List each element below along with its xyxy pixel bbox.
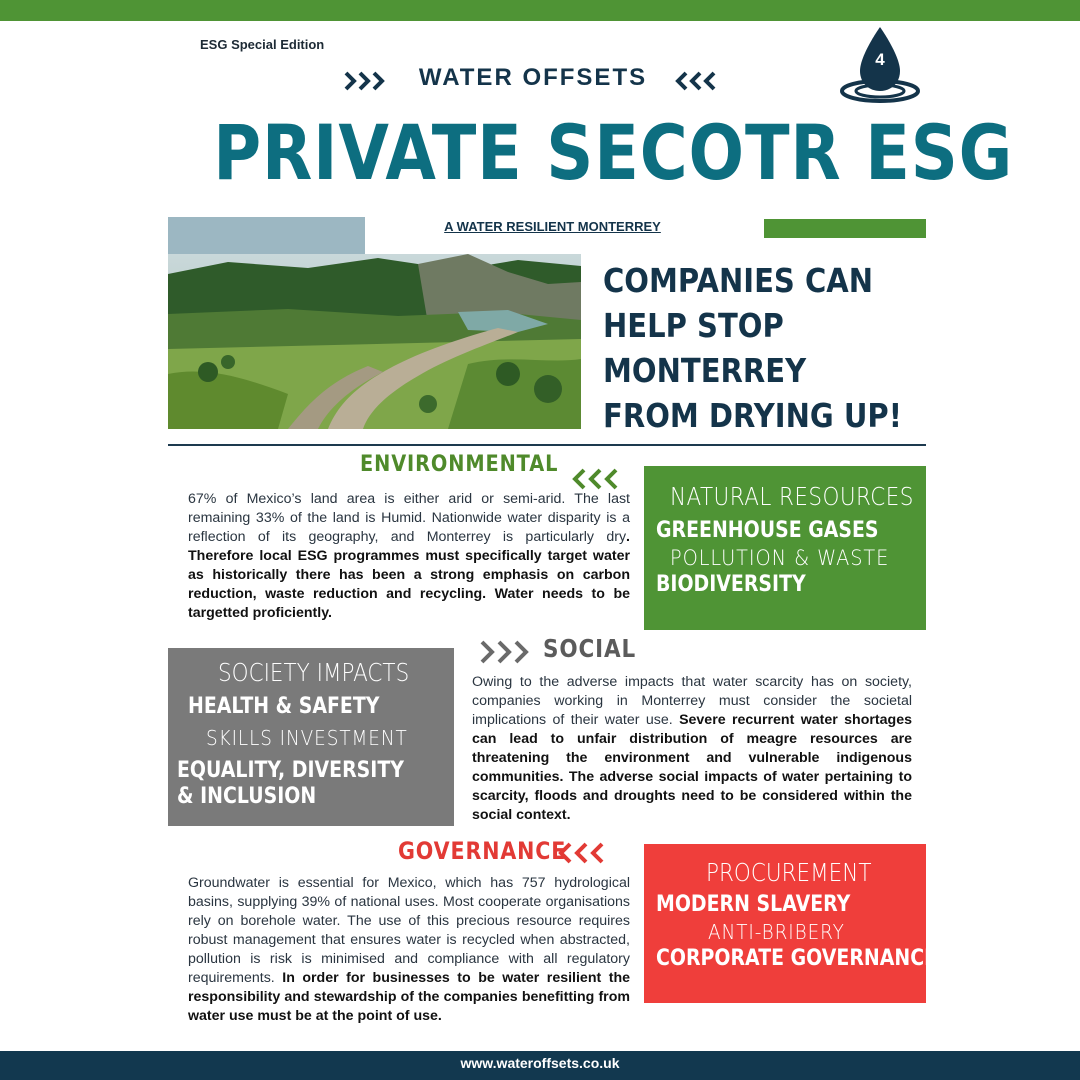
chevron-right-icon (479, 638, 533, 666)
hero-headline-line: HELP STOP (603, 306, 784, 345)
social-heading: SOCIAL (543, 634, 637, 663)
governance-text-bold: In order for businesses to be water resilient the responsibility and stewardship of the companies benefitting from water use must be at the point of use. (188, 970, 630, 1024)
page-title: PRIVATE SECOTR ESG (213, 108, 1014, 197)
box-item: BIODIVERSITY (656, 572, 806, 597)
dry-riverbed-photo (168, 254, 581, 429)
issue-number: 4 (875, 50, 885, 69)
subtitle: WATER OFFSETS (418, 64, 648, 91)
chevron-left-icon (673, 66, 719, 96)
chevron-right-icon (343, 66, 389, 96)
governance-heading: GOVERNANCE (398, 837, 567, 865)
procurement-box (644, 844, 938, 1003)
society-impacts-box (168, 648, 454, 826)
governance-text: Groundwater is essential for Mexico, which has 757 hydrological basins, supplying 39% of national uses. Most cooperate organisations rely on borehole water. The use of this precious resource requires robust management that ensures water is recycled when abstracted, pollution is risk is minimised and compliance with all regulatory requirements. (188, 875, 630, 986)
environmental-paragraph (188, 490, 630, 623)
box-item: HEALTH & SAFETY (188, 694, 380, 719)
kicker-heading: A WATER RESILIENT MONTERREY (444, 219, 661, 234)
natural-resources-box (644, 466, 926, 630)
footer-url-link[interactable]: www.wateroffsets.co.uk (460, 1055, 620, 1071)
decorative-green-block (764, 219, 926, 238)
hero-headline-line: MONTERREY (603, 351, 807, 390)
box-item: ANTI-BRIBERY (708, 920, 845, 944)
section-divider (168, 444, 926, 446)
environmental-heading: ENVIRONMENTAL (360, 452, 559, 477)
box-item: CORPORATE GOVERNANCE (656, 946, 938, 971)
chevron-left-icon (556, 840, 610, 866)
environmental-text: 67% of Mexico’s land area is either arid or semi-arid. The last remaining 33% of the land is Humid. Nationwide water disparity is a reflection of its geography, and Monterrey is particularly dry (188, 491, 630, 545)
top-accent-bar (0, 0, 1080, 21)
hero-headline (603, 258, 902, 438)
decorative-blue-block (168, 217, 365, 254)
box-item: MODERN SLAVERY (656, 892, 851, 917)
box-title: NATURAL RESOURCES (670, 482, 914, 511)
governance-paragraph (188, 874, 630, 1026)
chevron-left-icon (570, 466, 622, 492)
box-title: SOCIETY IMPACTS (218, 658, 410, 687)
water-drop-logo-icon (838, 25, 922, 105)
box-item: EQUALITY, DIVERSITY & INCLUSION (177, 758, 404, 809)
social-paragraph (472, 673, 912, 825)
edition-label: ESG Special Edition (200, 37, 325, 52)
social-text: Owing to the adverse impacts that water scarcity has on society, companies working in Monterrey must consider the societal implications of their water use. (472, 674, 912, 728)
hero-headline-line: FROM DRYING UP! (603, 396, 902, 435)
box-item: GREENHOUSE GASES (656, 518, 879, 543)
box-item: POLLUTION & WASTE (670, 546, 890, 570)
environmental-text-bold: . Therefore local ESG programmes must specifically target water as historically there has been a strong emphasis on carbon reduction, waste reduction and recycling. Water needs to be targetted proficiently. (188, 529, 630, 621)
box-item: SKILLS INVESTMENT (206, 726, 408, 750)
box-title: PROCUREMENT (706, 858, 872, 887)
social-text-bold: Severe recurrent water shortages can lead to unfair distribution of meagre resources are threatening the environment and vulnerable indigenous communities. The adverse social impacts of water pertaining to scarcity, floods and droughts need to be considered within the social context. (472, 712, 912, 823)
hero-headline-line: COMPANIES CAN (603, 261, 874, 300)
